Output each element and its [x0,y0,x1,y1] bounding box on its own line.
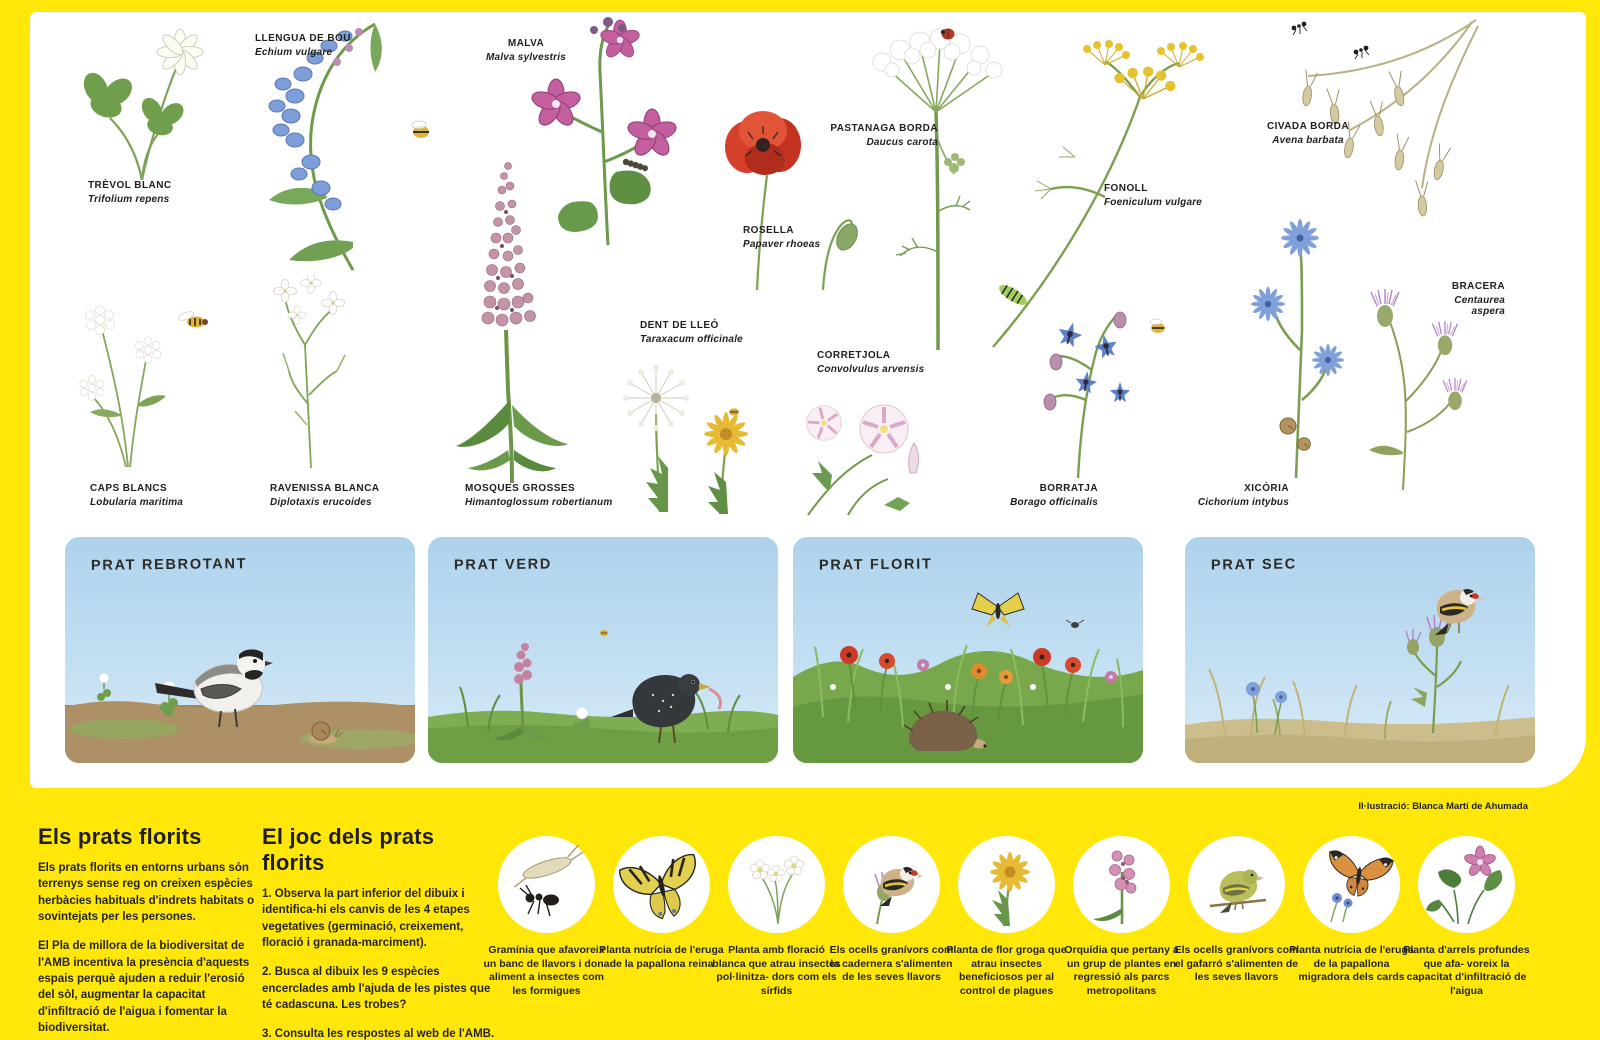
clue-item [829,836,954,999]
clue-circle [1418,836,1515,933]
goldfinch-icon [1435,589,1485,635]
plant-name: MALVA [507,38,545,49]
corretjola-illustration [788,377,938,517]
plant-name: RAVENISSA BLANCA [270,483,380,494]
borratja-illustration [1022,290,1172,480]
scene-prat-verd [428,537,778,763]
snail-icon [1280,418,1310,450]
clue-circle [498,836,595,933]
clue-caption: Planta nutrícia de l'eruga de la papallona migradora dels cards [1289,944,1414,984]
scene-title: PRAT SEC [1210,556,1297,574]
clues-row [483,836,1530,999]
plant-label-civada-borda [1233,121,1383,146]
hoverfly-icon [177,310,208,328]
plant-latin: Diplotaxis erucoides [270,497,372,508]
plant-label-dent-de-lleo [640,320,743,345]
game-column [262,824,496,1040]
clue-caption: Planta amb floració blanca que atrau insectes pol·linitza- dors com els sírfids [712,944,841,997]
plant-latin: Borago officinalis [1010,497,1098,508]
ravenissa-blanca-illustration [253,275,368,470]
plant-name: BRACERA [1451,281,1505,292]
plant-name: LLENGUA DE BOU [255,33,351,44]
plant-latin: Malva sylvestris [486,52,566,63]
intro-column [38,824,256,1040]
scene-prat-florit [793,537,1143,763]
mallow-leaves-icon [1424,842,1510,928]
clue-caption: Planta d'arrels profundes que afa- voreix la capacitat d'infiltració de l'aigua [1403,944,1530,997]
scene-title: PRAT FLORIT [818,556,933,574]
plant-name: TRÈVOL BLANC [88,180,172,191]
plant-latin: Foeniculum vulgare [1104,197,1203,208]
plant-name: DENT DE LLEÓ [640,320,719,331]
plant-label-borratja [978,483,1098,508]
plant-latin: Daucus carota [866,137,938,148]
clue-item [1174,836,1299,999]
goldfinch-on-thistle-icon [849,842,935,928]
clue-item [712,836,841,999]
scene-prat-sec [1185,537,1535,763]
plant-label-ravenissa-blanca [270,483,379,508]
plant-name: BORRATJA [1039,483,1098,494]
swallowtail-butterfly-icon [619,842,705,928]
plant-name: ROSELLA [743,225,794,236]
thistle-icon [1406,615,1461,733]
white-flowers-icon [734,842,820,928]
clue-item [1403,836,1530,999]
clue-caption: Gramínia que afavoreix un banc de llavors i dona aliment a insectes com les formigues [483,944,610,997]
plant-latin: Lobularia maritima [90,497,184,508]
clue-circle [728,836,825,933]
clue-caption: Els ocells granívors com la cadernera s'alimenten de les seves llavors [829,944,954,984]
clue-item [946,836,1067,999]
plant-latin: Papaver rhoeas [743,239,821,250]
clue-item [483,836,610,999]
clue-item [599,836,724,999]
intro-paragraph-2: El Pla de millora de la biodiversitat de l'AMB incentiva la presència d'aquests espais perquè ajuden a reduir l'erosió del sòl, augmentar la capacitat d'infiltració de l'aigua i fomentar la biodiversitat. [38,940,250,1034]
plant-label-xicoria [1169,483,1289,508]
bumblebee-icon [412,121,429,138]
clue-caption: Planta nutrícia de l'eruga de la papallona reina [599,944,724,970]
plant-label-corretjola [817,350,924,375]
hoverfly-icon [729,409,739,416]
fly-icon [1066,620,1084,628]
scene-prat-rebrotant [65,537,415,763]
pink-orchid-icon [1079,842,1165,928]
clue-circle [1188,836,1285,933]
plant-name: PASTANAGA BORDA [830,123,938,134]
scene-title: PRAT VERD [453,556,553,574]
intro-paragraph-1: Els prats florits en entorns urbans són terrenys sense reg on creixen espècies herbàcies habituals d'indrets habitats o sovintejats per les persones. [38,862,255,923]
plant-latin: Echium vulgare [255,47,333,58]
plant-label-bracera [1425,281,1505,317]
plant-name: MOSQUES GROSSES [465,483,576,494]
plant-name: CORRETJOLA [817,350,891,361]
clue-circle [1073,836,1170,933]
civada-borda-illustration [1280,12,1490,222]
clue-caption: Els ocells granívors com el gafarró s'alimenten de les seves llavors [1174,944,1299,984]
plant-label-trevol-blanc [88,180,172,205]
painted-lady-butterfly-icon [1309,842,1395,928]
plant-label-fonoll [1104,183,1202,208]
plant-label-rosella [743,225,820,250]
clue-caption: Planta de flor groga que atrau insectes beneficiosos per al control de plagues [946,944,1067,997]
plant-label-mosques-grosses [465,483,612,508]
plant-label-llengua-de-bou [255,33,351,58]
mosques-grosses-illustration [452,150,577,485]
game-step-3: 3. Consulta les respostes al web de l'AMB. [262,1028,495,1040]
caterpillar-icon [622,158,649,172]
xicoria-illustration [1230,210,1350,480]
plant-latin: Cichorium intybus [1197,497,1289,508]
scene-title: PRAT REBROTANT [90,556,248,574]
plant-latin: Taraxacum officinale [640,334,743,345]
caps-blancs-illustration [68,264,243,469]
intro-title: Els prats florits [38,824,202,849]
worm-icon [709,689,721,709]
greenfinch-icon [1194,842,1280,928]
plant-name: FONOLL [1104,183,1148,194]
plant-name: CIVADA BORDA [1266,121,1350,132]
plant-latin: Centaurea aspera [1454,295,1505,317]
clue-item [1064,836,1179,999]
plant-name: CAPS BLANCS [90,483,168,494]
clue-item [1289,836,1414,999]
plant-latin: Avena barbata [1272,135,1344,146]
plant-latin: Himantoglossum robertianum [465,497,613,508]
game-step-2: 2. Busca al dibuix les 9 espècies encerclades amb l'ajuda de les pistes que té cadascuna. Les trobes? [262,966,491,1011]
clue-caption: Orquídia que pertany a un grup de plantes en regressió als parcs metropolitans [1064,944,1179,997]
swallowtail-butterfly-icon [972,593,1024,627]
plant-name: XICÒRIA [1244,483,1289,494]
trevol-blanc-illustration [80,22,240,182]
plant-label-caps-blancs [90,483,183,508]
clue-circle [958,836,1055,933]
clue-circle [1303,836,1400,933]
game-step-1: 1. Observa la part inferior del dibuix i identifica-hi els canvis de les 4 etapes vegetatives (germinació, creixement, floració i granada-marciment). [262,888,470,949]
yellow-dandelion-icon [964,842,1050,928]
bee-icon [600,630,608,636]
clue-circle [843,836,940,933]
poster-credit: Il·lustració: Blanca Martí de Ahumada [1358,801,1528,812]
plant-label-pastanaga-borda [788,123,938,148]
plant-latin: Trifolium repens [88,194,170,205]
illustration-panel [30,12,1586,788]
ant-with-seed-icon [504,842,590,928]
game-title: El joc dels prats florits [262,824,435,875]
plant-latin: Convolvulus arvensis [817,364,925,375]
clue-circle [613,836,710,933]
bee-icon [1150,319,1165,333]
dent-de-lleo-illustration [612,352,777,517]
plant-label-malva [461,38,591,63]
